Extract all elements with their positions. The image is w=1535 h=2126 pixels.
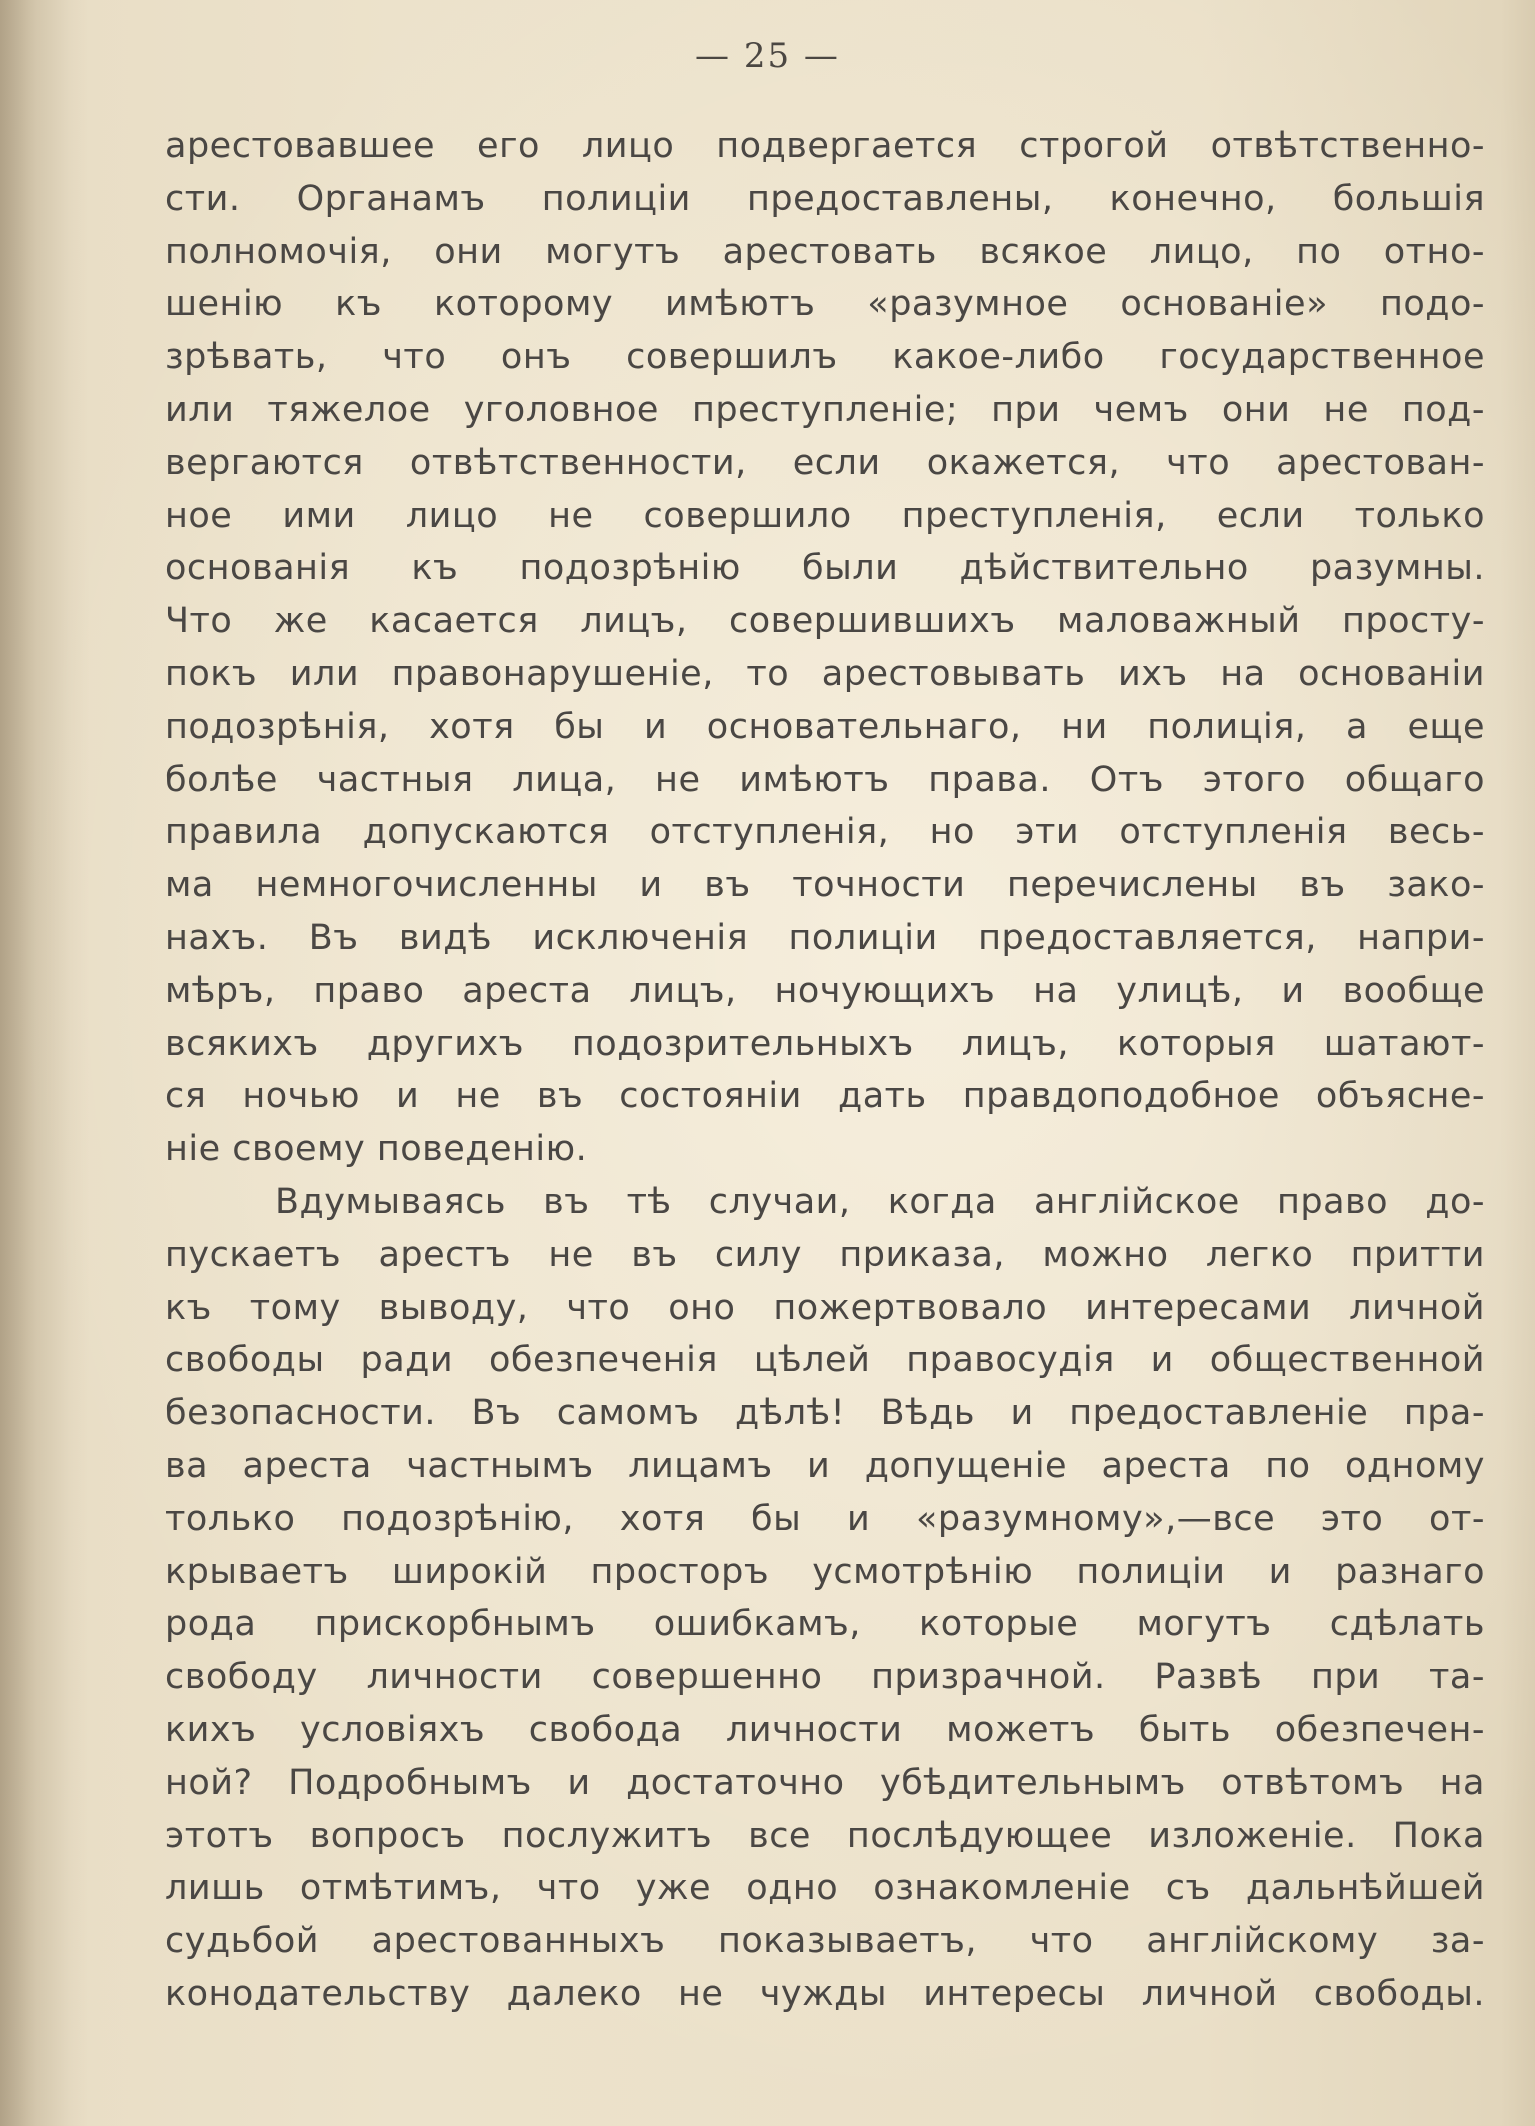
text-line: этотъ вопросъ послужитъ все послѣдующее изложеніе. Пока	[165, 1815, 1485, 1856]
text-line: рода прискорбнымъ ошибкамъ, которые могутъ сдѣлать	[165, 1604, 1485, 1645]
text-line: къ тому выводу, что оно пожертвовало интересами личной	[165, 1287, 1485, 1328]
text-line: всякихъ другихъ подозрительныхъ лицъ, которыя шатают-	[165, 1023, 1485, 1064]
text-line: сти. Органамъ полиціи предоставлены, конечно, большія	[165, 178, 1485, 219]
page-number: — 25 —	[695, 36, 840, 76]
text-line: Вдумываясь въ тѣ случаи, когда англійское право до-	[275, 1181, 1485, 1222]
text-line: полномочія, они могутъ арестовать всякое лицо, по отно-	[165, 231, 1485, 272]
binding-shadow	[0, 0, 90, 2126]
text-line: нахъ. Въ видѣ исключенія полиціи предоставляется, напри-	[165, 917, 1485, 958]
text-line: только подозрѣнію, хотя бы и «разумному»,—все это от-	[165, 1498, 1485, 1539]
text-line: Что же касается лицъ, совершившихъ маловажный просту-	[165, 601, 1485, 642]
text-line: ніе своему поведенію.	[165, 1129, 588, 1170]
text-line: конодательству далеко не чужды интересы личной свободы.	[165, 1973, 1485, 2014]
text-line: подозрѣнія, хотя бы и основательнаго, ни полиція, а еще	[165, 706, 1485, 747]
text-line: арестовавшее его лицо подвергается строгой отвѣтственно-	[165, 126, 1485, 166]
body-text	[165, 120, 1485, 2021]
paragraph-1	[165, 120, 1485, 1176]
text-line: покъ или правонарушеніе, то арестовывать ихъ на основаніи	[165, 653, 1485, 694]
text-line: безопасности. Въ самомъ дѣлѣ! Вѣдь и предоставленіе пра-	[165, 1393, 1485, 1434]
text-line: свободу личности совершенно призрачной. Развѣ при та-	[165, 1657, 1485, 1698]
text-line: свободы ради обезпеченія цѣлей правосудія и общественной	[165, 1340, 1485, 1381]
text-line: ное ими лицо не совершило преступленія, если только	[165, 495, 1485, 536]
text-line: мѣръ, право ареста лицъ, ночующихъ на улицѣ, и вообще	[165, 970, 1485, 1011]
text-line: пускаетъ арестъ не въ силу приказа, можно легко притти	[165, 1234, 1485, 1275]
text-line: кихъ условіяхъ свобода личности можетъ быть обезпечен-	[165, 1709, 1485, 1750]
text-line: основанія къ подозрѣнію были дѣйствительно разумны.	[165, 548, 1485, 589]
text-line: вергаются отвѣтственности, если окажется, что арестован-	[165, 442, 1485, 483]
text-line: судьбой арестованныхъ показываетъ, что англійскому за-	[165, 1921, 1485, 1962]
text-line: или тяжелое уголовное преступленіе; при чемъ они не под-	[165, 389, 1485, 430]
text-line: болѣе частныя лица, не имѣютъ права. Отъ этого общаго	[165, 759, 1485, 800]
text-line: зрѣвать, что онъ совершилъ какое-либо государственное	[165, 337, 1485, 378]
text-line: ной? Подробнымъ и достаточно убѣдительнымъ отвѣтомъ на	[165, 1762, 1485, 1803]
text-line: шенію къ которому имѣютъ «разумное основаніе» подо-	[165, 284, 1485, 325]
text-line: крываетъ широкій просторъ усмотрѣнію полиціи и разнаго	[165, 1551, 1485, 1592]
paragraph-2	[165, 1176, 1485, 2021]
text-line: ся ночью и не въ состояніи дать правдоподобное объясне-	[165, 1076, 1485, 1117]
text-line: правила допускаются отступленія, но эти отступленія весь-	[165, 812, 1485, 853]
text-line: ма немногочисленны и въ точности перечислены въ зако-	[165, 865, 1485, 906]
text-line: лишь отмѣтимъ, что уже одно ознакомленіе съ дальнѣйшей	[165, 1868, 1485, 1909]
text-line: ва ареста частнымъ лицамъ и допущеніе ареста по одному	[165, 1445, 1485, 1486]
